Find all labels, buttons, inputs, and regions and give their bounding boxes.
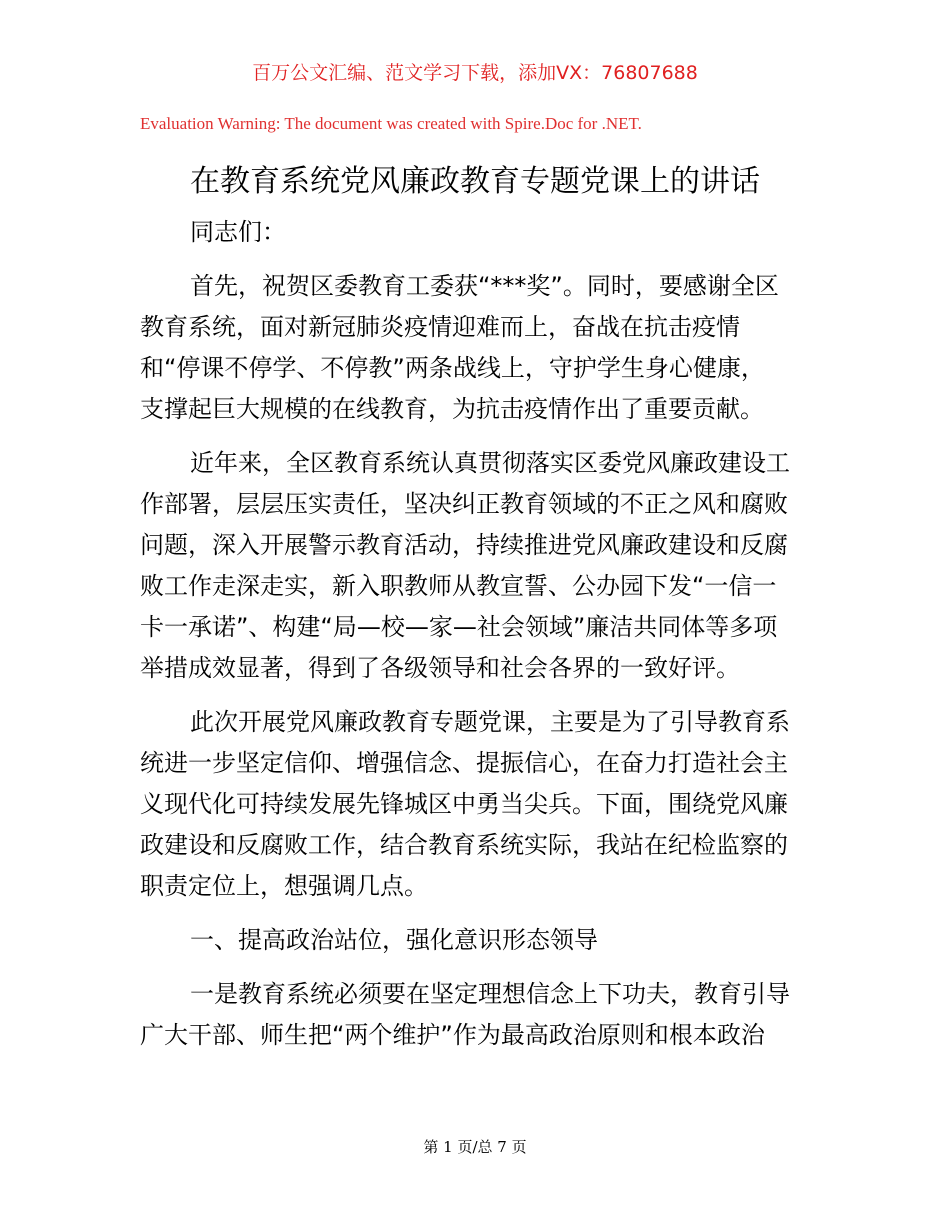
text-line: 近年来，全区教育系统认真贯彻落实区委党风廉政建设工 — [190, 449, 790, 477]
promo-header: 百万公文汇编、范文学习下载，添加VX：76807688 — [252, 62, 698, 84]
text-line: 政建设和反腐败工作，结合教育系统实际，我站在纪检监察的 — [140, 831, 788, 859]
text-line: 举措成效显著，得到了各级领导和社会各界的一致好评。 — [140, 654, 740, 682]
text-line: 一是教育系统必须要在坚定理想信念上下功夫，教育引导 — [190, 980, 790, 1008]
evaluation-warning: Evaluation Warning: The document was created with Spire.Doc for .NET. — [140, 114, 642, 133]
text-line: 首先，祝贺区委教育工委获“***奖”。同时，要感谢全区 — [190, 272, 779, 300]
document-title: 在教育系统党风廉政教育专题党课上的讲话 — [190, 164, 760, 199]
paragraph — [140, 212, 820, 253]
paragraph — [140, 702, 820, 907]
text-line: 一、提高政治站位，强化意识形态领导 — [190, 926, 598, 954]
text-line: 问题，深入开展警示教育活动，持续推进党风廉政建设和反腐 — [140, 531, 788, 559]
text-line: 和“停课不停学、不停教”两条战线上，守护学生身心健康， — [140, 354, 765, 382]
text-line: 教育系统，面对新冠肺炎疫情迎难而上，奋战在抗击疫情 — [140, 313, 740, 341]
text-line: 败工作走深走实，新入职教师从教宣誓、公办园下发“一信一 — [140, 572, 777, 600]
paragraph — [140, 266, 820, 430]
text-line: 义现代化可持续发展先锋城区中勇当尖兵。下面，围绕党风廉 — [140, 790, 788, 818]
text-line: 作部署，层层压实责任，坚决纠正教育领域的不正之风和腐败 — [140, 490, 788, 518]
text-line: 统进一步坚定信仰、增强信念、提振信心，在奋力打造社会主 — [140, 749, 788, 777]
text-line: 同志们： — [190, 218, 286, 246]
text-line: 卡一承诺”、构建“局—校—家—社会领域”廉洁共同体等多项 — [140, 613, 778, 641]
section-heading — [140, 920, 820, 961]
paragraph — [140, 443, 820, 689]
text-line: 广大干部、师生把“两个维护”作为最高政治原则和根本政治 — [140, 1021, 765, 1049]
text-line: 支撑起巨大规模的在线教育，为抗击疫情作出了重要贡献。 — [140, 395, 764, 423]
paragraph — [140, 974, 820, 1056]
page-footer: 第 1 页/总 7 页 — [423, 1138, 527, 1156]
text-line: 此次开展党风廉政教育专题党课，主要是为了引导教育系 — [190, 708, 790, 736]
text-line: 职责定位上，想强调几点。 — [140, 872, 428, 900]
document-body — [140, 212, 820, 1069]
